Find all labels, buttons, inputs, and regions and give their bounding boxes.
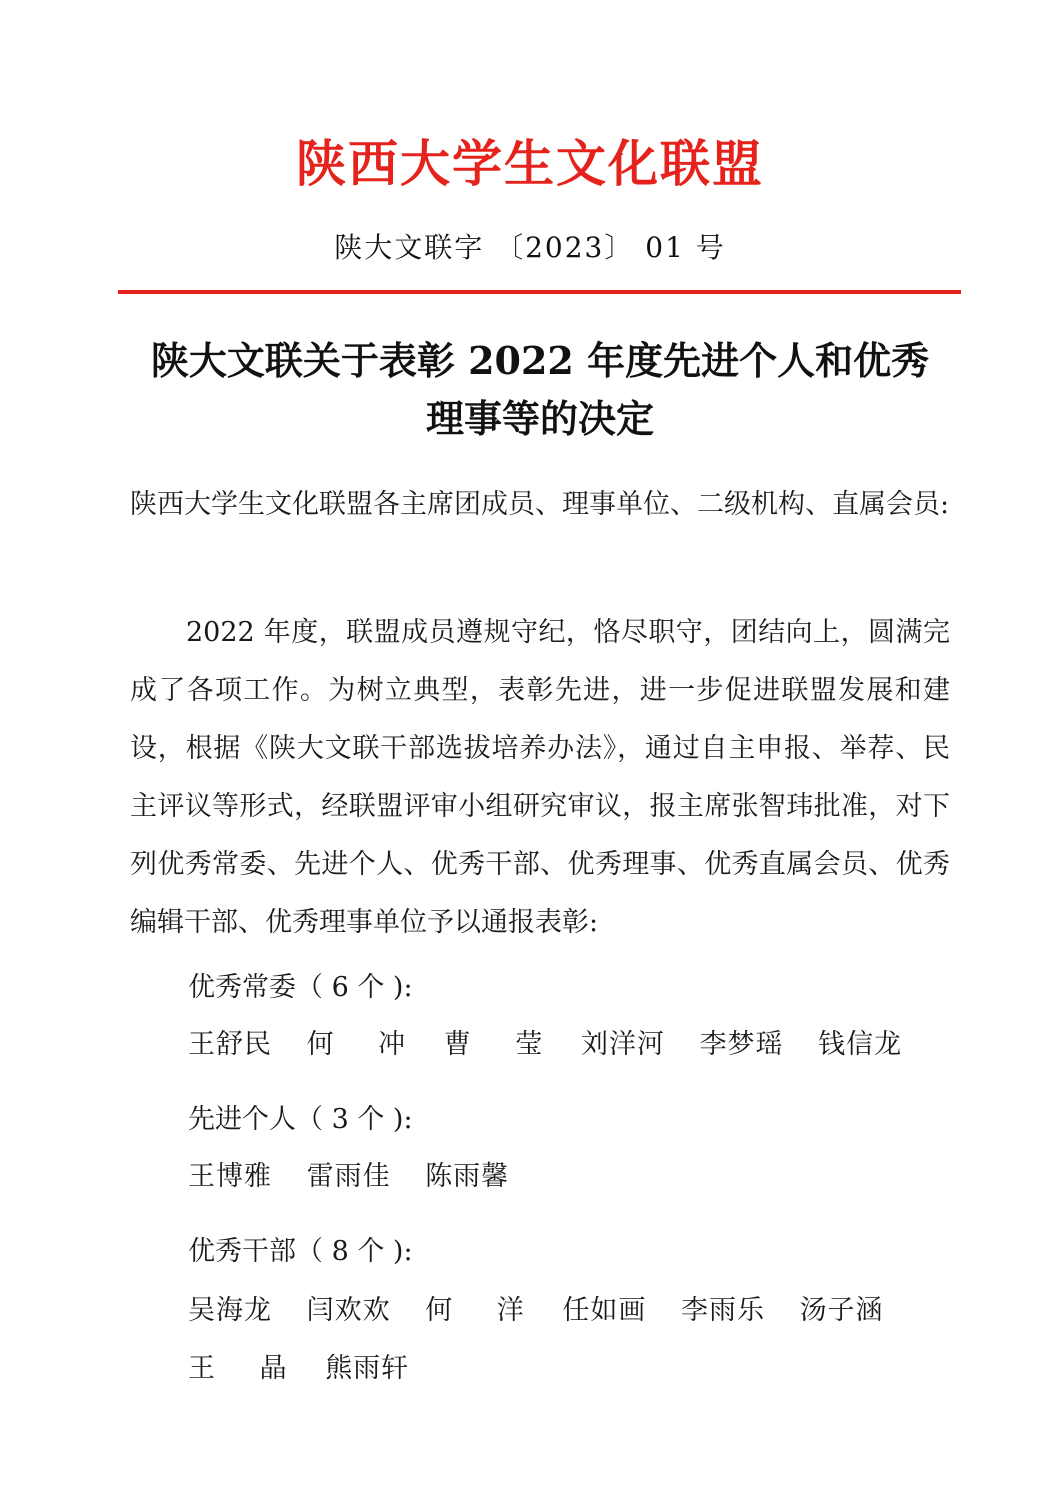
list-item: 熊雨轩 [325,1353,410,1384]
section-heading-excellent-cadre: 优秀干部（ 8 个 ): [188,1236,413,1267]
list-item: 何 洋 [425,1295,542,1326]
document-number: 陕大文联字 〔2023〕 01 号 [334,231,726,264]
list-item: 任如画 [562,1295,647,1326]
name-list-excellent-cadre [188,1282,958,1398]
list-item: 吴海龙 [188,1295,272,1326]
document-title-line-1: 陕大文联关于表彰 2022 年度先进个人和优秀 [150,338,930,383]
list-item: 何 冲 [306,1029,424,1060]
body-paragraph: 2022 年度，联盟成员遵规守纪，恪尽职守，团结向上，圆满完成了各项工作。为树立典型，表彰先进，进一步促进联盟发展和建设，根据《陕大文联干部选拔培养办法》，通过自主申报、举荐、民主评议等形式，经联盟评审小组研究审议，报主席张智玮批准，对下列优秀常委、先进个人、优秀干部、优秀理事、优秀直属会员、优秀编辑干部、优秀理事单位予以通报表彰: [130,617,950,938]
organization-header: 陕西大学生文化联盟 [296,135,764,193]
list-item: 李梦瑶 [699,1029,784,1060]
red-divider [118,290,961,294]
list-item: 刘洋河 [580,1029,665,1060]
list-item: 汤子涵 [799,1295,884,1326]
addressee: 陕西大学生文化联盟各主席团成员、理事单位、二级机构、直属会员: [130,489,950,520]
list-item: 王舒民 [188,1029,272,1060]
list-item: 王博雅 [188,1161,272,1192]
section-heading-committee: 优秀常委（ 6 个 ): [188,972,413,1003]
list-item: 王 晶 [188,1353,305,1384]
section-heading-advanced-individual: 先进个人（ 3 个 ): [188,1104,413,1135]
name-list-committee [188,1016,958,1074]
document-title [110,332,970,448]
list-item: 曹 莹 [443,1029,561,1060]
list-item: 陈雨馨 [425,1161,510,1192]
document-title-line-2: 理事等的决定 [425,396,654,441]
list-item: 闫欢欢 [306,1295,391,1326]
list-item: 钱信龙 [818,1029,903,1060]
list-item: 李雨乐 [680,1295,765,1326]
name-list-advanced-individual [188,1148,958,1206]
list-item: 雷雨佳 [306,1161,391,1192]
